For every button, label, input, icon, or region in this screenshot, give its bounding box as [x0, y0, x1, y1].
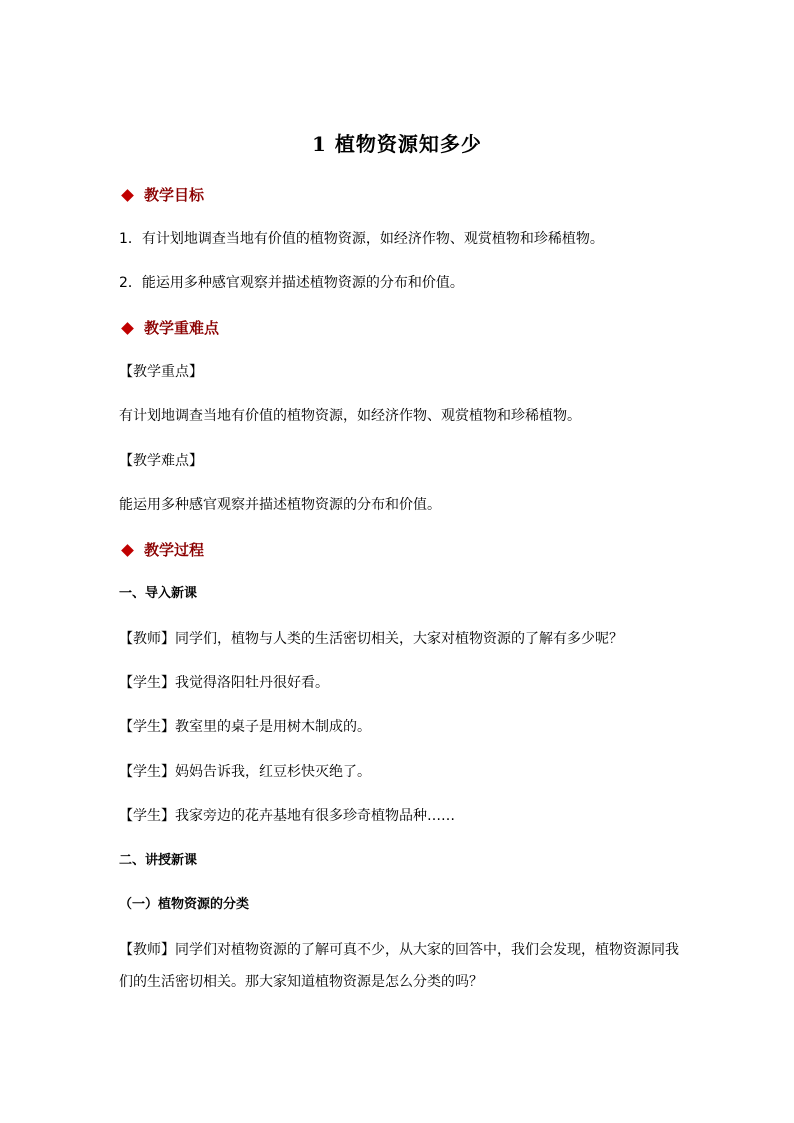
key-points-text: 有计划地调查当地有价值的植物资源，如经济作物、观赏植物和珍稀植物。 [119, 408, 581, 424]
dialogue-line: 【学生】我家旁边的花卉基地有很多珍奇植物品种…… [119, 808, 455, 824]
section-heading-key-difficult: 教学重难点 [119, 318, 219, 338]
paragraph-line: 们的生活密切相关。那大家知道植物资源是怎么分类的吗？ [119, 974, 483, 990]
dialogue-line: 【学生】我觉得洛阳牡丹很好看。 [119, 675, 329, 691]
goal-item: 1．有计划地调查当地有价值的植物资源，如经济作物、观赏植物和珍稀植物。 [119, 231, 604, 247]
paragraph-line: 【教师】同学们对植物资源的了解可真不少，从大家的回答中，我们会发现，植物资源同我 [119, 942, 679, 958]
dialogue-line: 【学生】妈妈告诉我，红豆杉快灭绝了。 [119, 764, 371, 780]
part2-heading: 二、讲授新课 [119, 853, 198, 868]
key-points-label: 【教学重点】 [119, 364, 203, 380]
page-title: 1 植物资源知多少 [312, 132, 482, 156]
diamond-bullet-icon [121, 189, 134, 202]
diamond-bullet-icon [121, 322, 134, 335]
section-heading-process: 教学过程 [119, 540, 204, 560]
diamond-bullet-icon [121, 544, 134, 557]
difficult-points-text: 能运用多种感官观察并描述植物资源的分布和价值。 [119, 497, 441, 513]
goal-item: 2．能运用多种感官观察并描述植物资源的分布和价值。 [119, 275, 464, 291]
dialogue-line: 【学生】教室里的桌子是用树木制成的。 [119, 719, 371, 735]
subsection-heading: （一）植物资源的分类 [119, 897, 250, 912]
difficult-points-label: 【教学难点】 [119, 453, 203, 469]
section-heading-goals: 教学目标 [119, 185, 204, 205]
part1-heading: 一、导入新课 [119, 586, 198, 601]
dialogue-line: 【教师】同学们，植物与人类的生活密切相关，大家对植物资源的了解有多少呢？ [119, 631, 623, 647]
